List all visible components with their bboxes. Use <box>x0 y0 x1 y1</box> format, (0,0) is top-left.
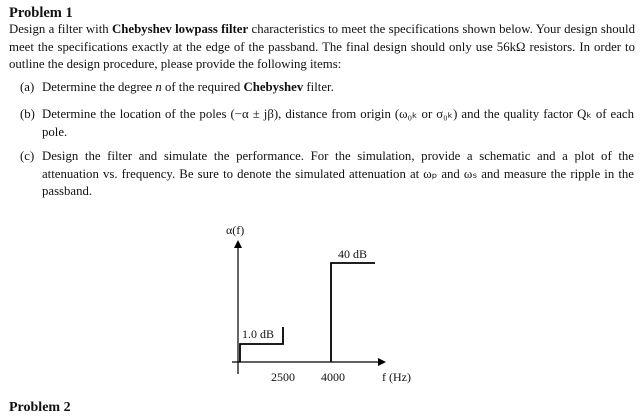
item-a-text-2: of the required <box>161 80 244 94</box>
tick-label-stopband-edge: 4000 <box>321 370 345 384</box>
tick-label-passband-edge: 2500 <box>271 370 295 384</box>
problem-title: Problem 1 <box>9 5 73 21</box>
next-problem-title-cut: Problem 2 <box>9 400 71 415</box>
intro-text-2: characteristics to meet the specifications shown below. Your design should meet the specifications exactly at the edge of the passband. The final design should only use 56kΩ resistors. In order to outline the design procedure, please provide the following items: <box>9 22 635 71</box>
intro-text-1: Design a filter with <box>9 22 113 36</box>
item-a-variable: n <box>155 80 162 94</box>
item-b-text: Determine the location of the poles (−α ± jβ), distance from origin (ω₀ₖ or σ₀ₖ) and the quality factor Qₖ of each pole. <box>42 107 634 139</box>
item-a-bold: Chebyshev <box>243 80 304 94</box>
item-a-label: (a) <box>20 80 35 94</box>
x-axis-label: f (Hz) <box>382 370 411 384</box>
passband-ripple-label: 1.0 dB <box>242 327 275 341</box>
stopband-attenuation-label: 40 dB <box>338 247 368 261</box>
y-axis-label: α(f) <box>226 223 245 237</box>
item-a-text-1: Determine the degree <box>42 80 156 94</box>
item-c-label: (c) <box>20 149 35 163</box>
item-b-label: (b) <box>20 107 35 121</box>
intro-filter-type: Chebyshev lowpass filter <box>112 22 249 36</box>
item-c-text: Design the filter and simulate the performance. For the simulation, provide a schematic and a plot of the attenuation vs. frequency. Be sure to denote the simulated attenuation at ωₚ and ωₛ and measure the ripple in the passband. <box>42 149 634 198</box>
stopband-mask <box>331 263 375 362</box>
item-a-text-3: filter. <box>303 80 334 94</box>
